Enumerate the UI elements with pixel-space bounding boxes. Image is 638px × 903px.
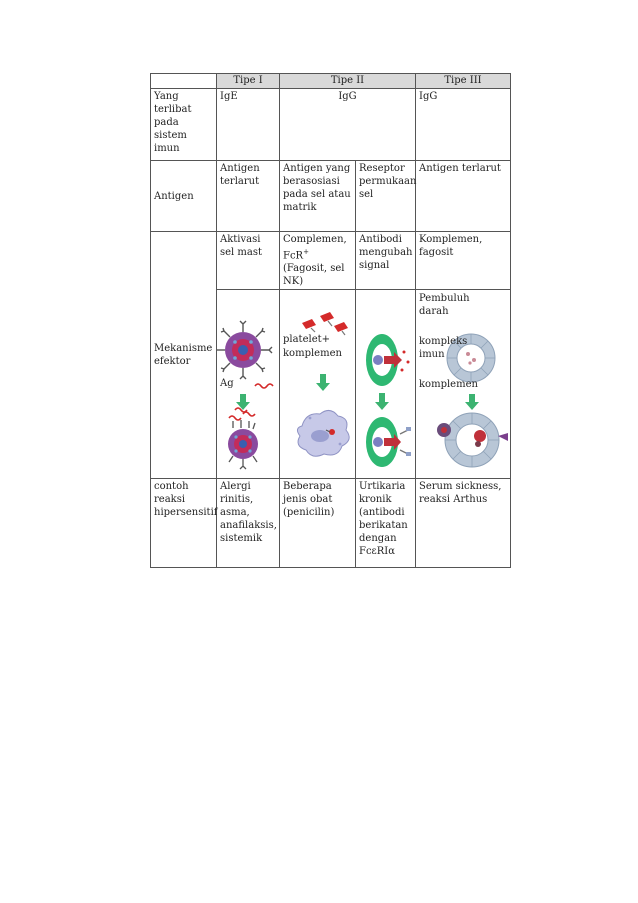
header-tipe3: Tipe III	[416, 74, 511, 89]
row-mekanisme-tipe2b: Antibodi mengubah signal	[356, 232, 416, 290]
row-contoh-label: contoh reaksi hipersensitif	[151, 479, 217, 568]
row-contoh-tipe3: Serum sickness, reaksi Arthus	[416, 479, 511, 568]
mekanisme-line1: Complemen,	[283, 234, 347, 245]
mekanisme-fcr: FcR	[283, 250, 304, 262]
komplemen-label-3: komplemen	[419, 379, 478, 391]
mast-cell-icon	[217, 321, 272, 379]
diagram-tipe2b	[356, 290, 416, 479]
row-antigen-tipe1: Antigen terlarut	[217, 161, 280, 232]
platelet-complement-diagram	[280, 290, 356, 478]
ag-wave-icon	[255, 384, 273, 388]
row-mekanisme-tipe1: Aktivasi sel mast	[217, 232, 280, 290]
header-row	[151, 74, 511, 89]
header-corner	[151, 74, 217, 89]
row-antigen-tipe2b: Reseptor permukaan sel	[356, 161, 416, 232]
mekanisme-line4: NK)	[283, 276, 304, 288]
row-antigen-tipe2a: Antigen yang berasosiasi pada sel atau matrik	[280, 161, 356, 232]
row-mekanisme-label: Mekanisme efektor	[151, 232, 217, 479]
pembuluh-text: Pembuluh darah	[419, 293, 470, 318]
row-mekanisme-text	[151, 232, 511, 290]
green-receptor-cell-icon	[366, 334, 410, 386]
row-imun	[151, 89, 511, 161]
row-antigen-tipe3: Antigen terlarut	[416, 161, 511, 232]
antibody-complex-icon	[302, 312, 348, 335]
row-contoh-tipe1: Alergi rinitis, asma, anafilaksis, sistemik	[217, 479, 280, 568]
ag-label: Ag	[220, 378, 234, 390]
diagram-tipe1	[217, 290, 280, 479]
row-imun-label: Yang terlibat pada sistem imun	[151, 89, 217, 161]
row-contoh	[151, 479, 511, 568]
row-antigen	[151, 161, 511, 232]
hypersensitivity-table-container	[150, 73, 510, 568]
blocked-receptor-cell-icon	[366, 417, 411, 467]
hypersensitivity-table	[150, 73, 511, 568]
row-mekanisme-tipe2a	[280, 232, 356, 290]
platelet-label: platelet+	[283, 334, 331, 346]
down-arrow-icon	[316, 374, 330, 391]
row-antigen-label: Antigen	[151, 161, 217, 232]
mekanisme-fcr-sup: +	[303, 248, 309, 256]
header-tipe2: Tipe II	[280, 74, 416, 89]
inflamed-vessel-icon	[437, 413, 508, 467]
down-arrow-icon	[375, 393, 389, 410]
diagram-tipe3	[416, 290, 511, 479]
row-imun-tipe1: IgE	[217, 89, 280, 161]
down-arrow-icon	[465, 394, 479, 410]
row-imun-tipe3: IgG	[416, 89, 511, 161]
receptor-signal-diagram	[356, 290, 416, 478]
header-tipe1: Tipe I	[217, 74, 280, 89]
diagram-tipe2a	[280, 290, 356, 479]
mekanisme-line2	[283, 246, 352, 262]
komplemen-label-2: komplemen	[283, 348, 342, 360]
row-imun-tipe2: IgG	[280, 89, 416, 161]
lysed-cell-icon	[297, 411, 349, 457]
kompleks-label: kompleks imun	[419, 336, 468, 361]
degranulated-mast-cell-icon	[228, 408, 258, 469]
row-mekanisme-tipe3: Komplemen, fagosit	[416, 232, 511, 290]
row-contoh-tipe2a: Beberapa jenis obat (penicilin)	[280, 479, 356, 568]
pembuluh-label	[419, 292, 469, 318]
mekanisme-line3: (Fagosit, sel	[283, 263, 345, 275]
row-contoh-tipe2b: Urtikaria kronik (antibodi berikatan dengan FcεRIα	[356, 479, 416, 568]
